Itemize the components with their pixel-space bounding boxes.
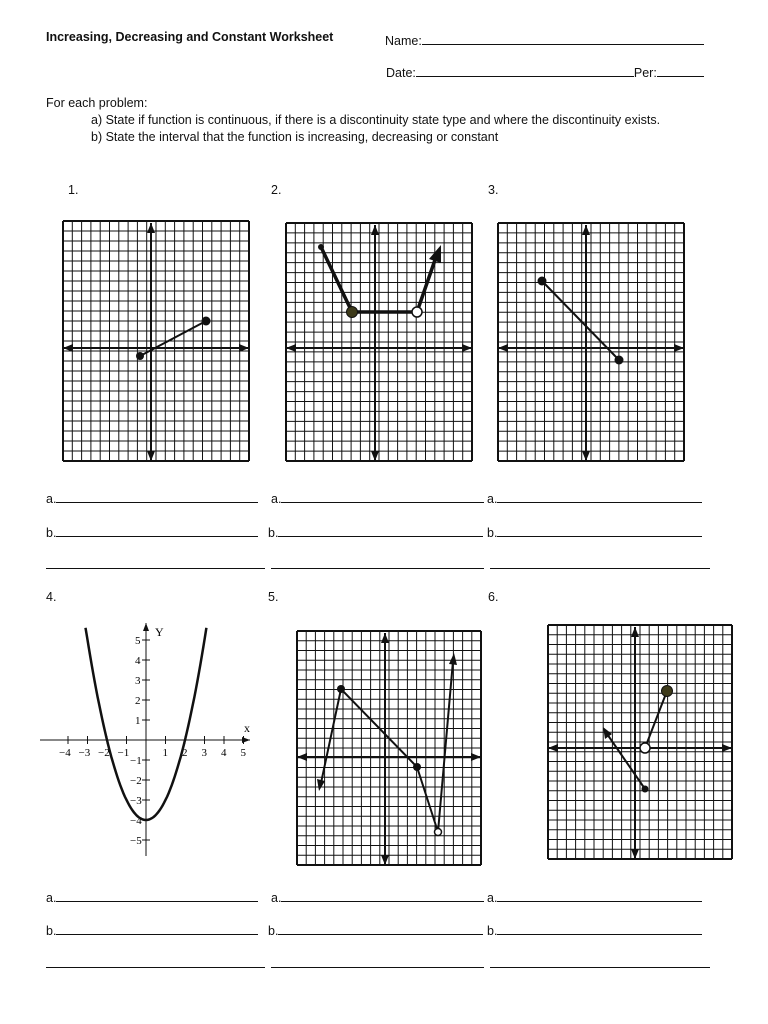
graph-5-arrow-right <box>471 753 481 761</box>
graph-4-y-tick-label: 2 <box>135 695 141 707</box>
problem-3-number: 3. <box>488 183 499 197</box>
answer-6a-blank[interactable] <box>497 889 702 902</box>
graph-6-arrow-up <box>631 627 639 637</box>
answer-3b-blank[interactable] <box>497 524 702 537</box>
problem-1-number: 1. <box>68 183 79 197</box>
answer-6b-blank[interactable] <box>497 922 702 935</box>
answer-1a[interactable] <box>46 490 258 506</box>
answer-1b[interactable] <box>46 524 258 540</box>
answer-2a-blank[interactable] <box>281 490 484 503</box>
answer-4a-label: a. <box>46 891 57 905</box>
graph-4-y-tick-label: −3 <box>130 795 142 807</box>
graph-4-y-tick-label: −1 <box>130 755 142 767</box>
graph-4-x-tick-label: 3 <box>201 747 207 759</box>
graph-5-closed-point-middle <box>413 763 421 771</box>
graph-6-right-segment <box>645 691 667 748</box>
graph-2-grid <box>286 223 472 461</box>
graph-4-y-tick-label: 3 <box>135 675 141 687</box>
name-blank[interactable] <box>422 32 704 45</box>
graph-6 <box>548 625 734 861</box>
instruction-b: b) State the interval that the function is increasing, decreasing or constant <box>91 130 499 144</box>
graph-2-arrow-left <box>286 344 296 352</box>
answer-5a-label: a. <box>271 891 282 905</box>
answer-2a[interactable] <box>271 490 484 506</box>
answer-2b[interactable] <box>268 524 483 540</box>
answer-4a-blank[interactable] <box>56 889 258 902</box>
answer-2b-blank[interactable] <box>278 524 483 537</box>
graph-4-x-tick-label: −1 <box>117 747 130 759</box>
graph-6-open-point <box>640 743 650 753</box>
answer-3-extra-line[interactable] <box>490 568 710 569</box>
graph-2-arrow-up <box>371 225 379 235</box>
graph-6-arrow-left <box>548 744 558 752</box>
graph-4-y-tick-label: −4 <box>130 815 142 827</box>
graph-5-arrow-start <box>317 779 325 791</box>
date-field[interactable] <box>386 64 704 80</box>
graph-3-arrow-right <box>674 344 684 352</box>
graph-4-y-tick-label: 5 <box>135 635 141 647</box>
answer-4b-blank[interactable] <box>56 922 258 935</box>
graph-3-arrow-down <box>582 451 590 461</box>
answer-1b-blank[interactable] <box>56 524 258 537</box>
problem-2-number: 2. <box>271 183 282 197</box>
graph-4-y-tick-label: 4 <box>135 655 141 667</box>
answer-4b-label: b. <box>46 924 57 938</box>
graph-4-ticks <box>59 635 247 847</box>
answer-6a-label: a. <box>487 891 498 905</box>
answer-6-extra-line[interactable] <box>490 967 710 968</box>
graph-5-arrow-up <box>381 633 389 643</box>
graph-2-start-point <box>318 244 324 250</box>
graph-1-closed-point-left <box>136 352 144 360</box>
graph-4 <box>40 618 255 863</box>
answer-3a-blank[interactable] <box>497 490 702 503</box>
graph-5-open-point <box>435 829 442 836</box>
answer-4b[interactable] <box>46 922 258 938</box>
graph-3-closed-point-right <box>615 356 624 365</box>
answer-3b-label: b. <box>487 526 498 540</box>
graph-3-grid <box>498 223 684 461</box>
per-label: Per: <box>633 66 657 80</box>
answer-1-extra-line[interactable] <box>46 568 265 569</box>
per-blank[interactable] <box>657 64 704 77</box>
graph-6-grid <box>548 625 732 859</box>
graph-4-x-tick-label: −2 <box>98 747 110 759</box>
graph-2-open-point <box>412 307 422 317</box>
answer-6b[interactable] <box>487 922 702 938</box>
graph-2 <box>286 223 476 463</box>
answer-3b[interactable] <box>487 524 702 540</box>
graph-2-closed-point <box>347 307 358 318</box>
graph-1-arrow-up <box>147 223 155 233</box>
answer-5a[interactable] <box>271 889 484 905</box>
graph-2-arrow-down <box>371 451 379 461</box>
graph-4-y-label: Y <box>155 625 164 639</box>
graph-4-x-tick-label: 5 <box>240 747 246 759</box>
answer-2a-label: a. <box>271 492 282 506</box>
graph-4-x-tick-label: −4 <box>59 747 71 759</box>
answer-3a[interactable] <box>487 490 702 506</box>
answer-1a-blank[interactable] <box>56 490 258 503</box>
graph-2-arrow-right <box>462 344 472 352</box>
graph-6-arrow-down <box>631 849 639 859</box>
answer-6a[interactable] <box>487 889 702 905</box>
graph-3 <box>498 223 688 463</box>
graph-6-arrow-right <box>722 744 732 752</box>
graph-5-closed-point-top <box>337 685 345 693</box>
answer-1a-label: a. <box>46 492 57 506</box>
graph-4-y-tick-label: −5 <box>130 835 142 847</box>
graph-4-x-tick-label: 4 <box>221 747 227 759</box>
instruction-a: a) State if function is continuous, if there is a discontinuity state type and where the discontinuity exists. <box>91 113 661 127</box>
graph-4-x-label: x <box>244 721 250 735</box>
problem-4-number: 4. <box>46 590 57 604</box>
instructions-intro: For each problem: <box>46 96 148 110</box>
graph-1-grid <box>63 221 249 461</box>
graph-4-x-tick-label: 2 <box>182 747 188 759</box>
answer-4a[interactable] <box>46 889 258 905</box>
answer-1b-label: b. <box>46 526 57 540</box>
date-label: Date: <box>386 66 416 80</box>
graph-1-arrow-down <box>147 451 155 461</box>
worksheet-title: Increasing, Decreasing and Constant Worksheet <box>46 30 334 44</box>
name-label: Name: <box>385 34 422 48</box>
graph-5-arrow-down <box>381 855 389 865</box>
graph-6-closed-point-bottom <box>642 786 649 793</box>
graph-6-left-segment <box>605 731 645 789</box>
graph-4-y-tick-label: −2 <box>130 775 142 787</box>
date-blank[interactable] <box>416 64 634 77</box>
answer-2b-label: b. <box>268 526 279 540</box>
problem-5-number: 5. <box>268 590 279 604</box>
graph-3-arrow-left <box>498 344 508 352</box>
answer-3a-label: a. <box>487 492 498 506</box>
graph-4-y-arrow <box>143 623 149 631</box>
graph-1 <box>63 221 253 463</box>
graph-1-closed-point-right <box>202 317 211 326</box>
answer-5b-label: b. <box>268 924 279 938</box>
graph-5-arrow-left <box>297 753 307 761</box>
graph-3-arrow-up <box>582 225 590 235</box>
graph-5 <box>297 631 484 867</box>
graph-6-closed-point-top <box>662 686 673 697</box>
answer-4-extra-line[interactable] <box>46 967 265 968</box>
answer-5a-blank[interactable] <box>281 889 484 902</box>
graph-3-closed-point-left <box>538 277 547 286</box>
answer-5-extra-line[interactable] <box>271 967 484 968</box>
graph-4-x-tick-label: 1 <box>162 747 168 759</box>
graph-6-arrow-left-end <box>603 727 612 739</box>
graph-4-y-tick-label: 1 <box>135 715 141 727</box>
name-field[interactable] <box>385 32 704 48</box>
answer-6b-label: b. <box>487 924 498 938</box>
answer-5b[interactable] <box>268 922 483 938</box>
answer-2-extra-line[interactable] <box>271 568 484 569</box>
graph-4-x-tick-label: −3 <box>78 747 91 759</box>
answer-5b-blank[interactable] <box>278 922 483 935</box>
problem-6-number: 6. <box>488 590 499 604</box>
